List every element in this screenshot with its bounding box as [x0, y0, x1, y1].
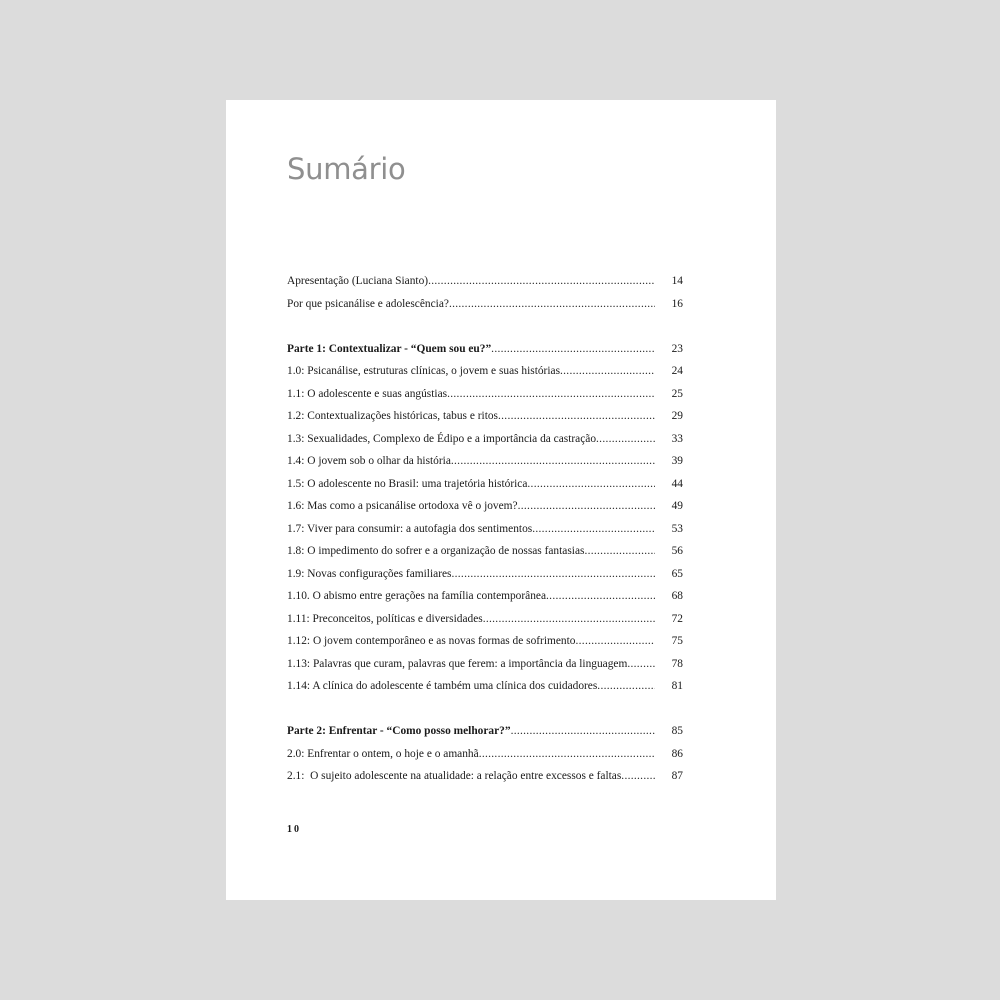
- toc-entry-1-10: [287, 590, 683, 613]
- toc-part-1-heading: [287, 343, 683, 366]
- toc-entry-title: 1.13: Palavras que curam, palavras que ferem: a importância da linguagem: [287, 657, 628, 670]
- leader-dots: [447, 388, 655, 400]
- toc-entry-page: 23: [671, 342, 683, 355]
- page-title: Sumário: [287, 152, 406, 186]
- toc-entry-2-0: [287, 748, 683, 771]
- toc-entry-1-2: [287, 410, 683, 433]
- toc-entry-1-14: [287, 680, 683, 703]
- toc-entry-title: 1.1: O adolescente e suas angústias: [287, 387, 448, 400]
- leader-dots: [498, 410, 655, 422]
- toc-entry-title: 1.2: Contextualizações históricas, tabus e ritos: [287, 410, 498, 422]
- toc-entry-page: 68: [671, 590, 683, 602]
- toc-entry-1-12: [287, 635, 683, 658]
- page-number: 10: [287, 824, 301, 835]
- toc-entry-page: 81: [671, 680, 683, 692]
- toc-entry-title: Parte 1: Contextualizar - “Quem sou eu?”: [287, 342, 492, 355]
- toc-part-2-heading: [287, 725, 683, 748]
- toc-entry-1-13: [287, 658, 683, 681]
- toc-entry-page: 29: [671, 410, 683, 422]
- toc-entry-1-1: [287, 388, 683, 411]
- toc-entry-title: 1.0: Psicanálise, estruturas clínicas, o jovem e suas histórias: [287, 365, 561, 377]
- leader-dots: [491, 343, 655, 355]
- leader-dots: [627, 658, 655, 670]
- toc-entry-page: 16: [671, 297, 683, 310]
- toc-entry-title: 1.12: O jovem contemporâneo e as novas formas de sofrimento: [287, 635, 576, 647]
- toc-entry-page: 33: [671, 432, 683, 445]
- toc-entry-title: Por que psicanálise e adolescência?: [287, 297, 449, 310]
- leader-dots: [518, 500, 655, 512]
- toc-entry-1-8: [287, 545, 683, 568]
- toc-entry-title: Parte 2: Enfrentar - “Como posso melhorar?”: [287, 725, 511, 737]
- toc-entry-page: 53: [671, 522, 683, 535]
- toc-entry-page: 72: [671, 612, 683, 625]
- toc-entry-1-11: [287, 613, 683, 636]
- leader-dots: [597, 680, 655, 692]
- toc-entry-1-0: [287, 365, 683, 388]
- toc-entry-1-5: [287, 478, 683, 501]
- toc-entry-page: 25: [671, 387, 683, 400]
- book-page: [226, 100, 776, 900]
- toc-entry-page: 87: [671, 770, 683, 782]
- toc-entry-title: 1.7: Viver para consumir: a autofagia dos sentimentos: [287, 522, 533, 535]
- leader-dots: [532, 523, 655, 535]
- leader-dots: [621, 770, 655, 782]
- toc-entry-page: 44: [671, 477, 683, 490]
- toc-entry-title: 1.5: O adolescente no Brasil: uma trajetória histórica: [287, 477, 528, 490]
- toc-entry-1-7: [287, 523, 683, 546]
- leader-dots: [451, 568, 655, 580]
- leader-dots: [451, 455, 655, 467]
- leader-dots: [428, 275, 655, 287]
- toc-entry-page: 14: [671, 275, 683, 287]
- toc-entry-1-9: [287, 568, 683, 591]
- toc-entry-1-4: [287, 455, 683, 478]
- toc-entry-1-6: [287, 500, 683, 523]
- toc-entry-title: 1.3: Sexualidades, Complexo de Édipo e a importância da castração: [287, 432, 597, 445]
- toc-entry-title: 1.8: O impedimento do sofrer e a organização de nossas fantasias: [287, 545, 585, 557]
- toc-entry-title: 1.14: A clínica do adolescente é também uma clínica dos cuidadores: [287, 680, 598, 692]
- toc-entry-introducao: [287, 298, 683, 321]
- table-of-contents: [287, 275, 683, 793]
- leader-dots: [483, 613, 655, 625]
- toc-entry-apresentacao: [287, 275, 683, 298]
- toc-entry-2-1: [287, 770, 683, 793]
- toc-entry-title: 1.10. O abismo entre gerações na família contemporânea: [287, 590, 547, 602]
- leader-dots: [449, 298, 655, 310]
- toc-entry-page: 85: [671, 725, 683, 737]
- toc-entry-title: 1.11: Preconceitos, políticas e diversidades: [287, 612, 483, 625]
- toc-entry-title: 1.6: Mas como a psicanálise ortodoxa vê o jovem?: [287, 500, 518, 512]
- leader-dots: [479, 748, 655, 760]
- toc-entry-page: 78: [671, 657, 683, 670]
- leader-dots: [546, 590, 655, 602]
- toc-entry-page: 24: [671, 365, 683, 377]
- toc-entry-title: 1.9: Novas configurações familiares: [287, 567, 452, 580]
- toc-entry-page: 75: [671, 635, 683, 647]
- toc-entry-title: Apresentação (Luciana Sianto): [287, 275, 429, 287]
- leader-dots: [511, 725, 655, 737]
- toc-entry-1-3: [287, 433, 683, 456]
- toc-entry-title: 2.0: Enfrentar o ontem, o hoje e o amanhã: [287, 747, 479, 760]
- toc-entry-page: 39: [671, 455, 683, 467]
- toc-entry-page: 65: [671, 567, 683, 580]
- leader-dots: [560, 365, 655, 377]
- leader-dots: [584, 545, 655, 557]
- leader-dots: [576, 635, 656, 647]
- leader-dots: [596, 433, 655, 445]
- toc-entry-page: 86: [671, 747, 683, 760]
- toc-entry-title: 1.4: O jovem sob o olhar da história: [287, 455, 451, 467]
- toc-entry-title: 2.1: O sujeito adolescente na atualidade: a relação entre excessos e faltas: [287, 770, 622, 782]
- toc-entry-page: 49: [671, 500, 683, 512]
- toc-entry-page: 56: [671, 545, 683, 557]
- leader-dots: [527, 478, 655, 490]
